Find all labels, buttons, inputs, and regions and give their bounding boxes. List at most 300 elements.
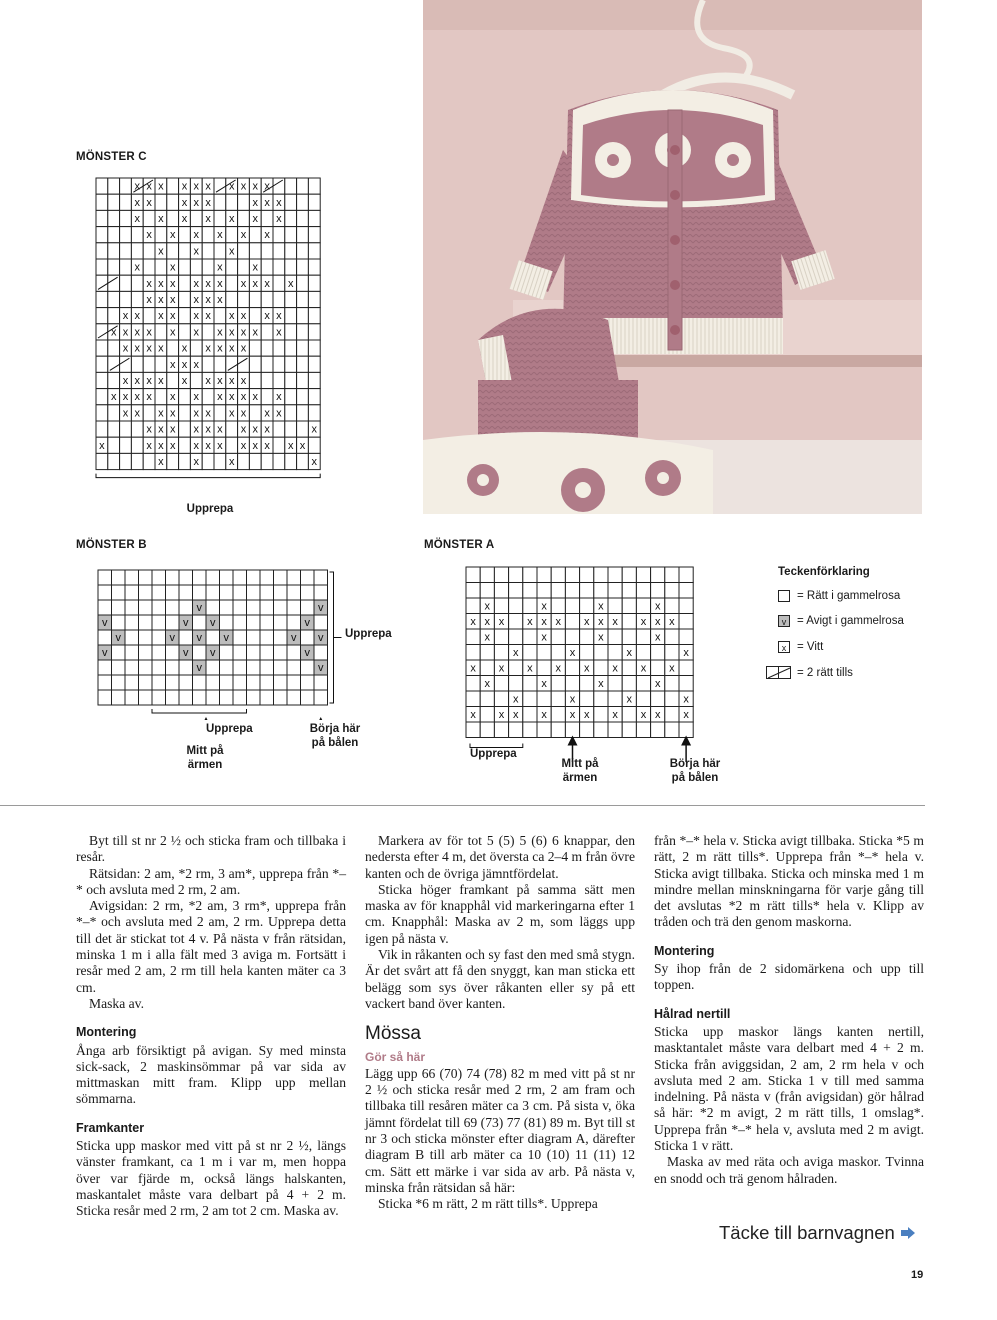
grid-cell xyxy=(112,675,126,690)
grid-cell xyxy=(120,243,132,259)
grid-cell xyxy=(167,194,179,210)
grid-cell xyxy=(155,389,167,405)
grid-cell xyxy=(167,453,179,469)
grid-cell xyxy=(636,567,650,583)
grid-cell xyxy=(665,676,679,692)
cell-symbol: x xyxy=(264,439,270,452)
grid-cell xyxy=(139,585,153,600)
grid-cell xyxy=(220,600,234,615)
grid-cell xyxy=(96,405,108,421)
cell-symbol: x xyxy=(134,375,141,387)
grid-cell xyxy=(261,210,273,226)
grid-cell xyxy=(139,645,153,660)
legend-empty-box-icon xyxy=(778,590,790,602)
cell-symbol: x xyxy=(252,213,259,225)
cell-symbol: x xyxy=(169,358,176,371)
cell-symbol: x xyxy=(181,375,188,387)
subheading: Montering xyxy=(654,943,715,958)
grid-cell xyxy=(494,676,508,692)
grid-cell xyxy=(120,453,132,469)
cell-symbol: x xyxy=(134,180,141,193)
paragraph: Sy ihop från de 2 sidomärkena och upp till toppen. xyxy=(654,961,924,993)
legend-item-ratt xyxy=(778,590,900,602)
grid-cell xyxy=(537,660,551,676)
cell-symbol: x xyxy=(541,677,547,690)
grid-cell xyxy=(155,324,167,340)
grid-cell xyxy=(665,567,679,583)
cell-symbol: x xyxy=(276,326,282,339)
paragraph: Sticka upp maskor längs kanten nertill, masktantalet måste vara delbart med 4 + 2 m. Sticka från aviggsidan, 2 am, 2 rm hela v och avsluta med 2 am. Sticka 1 v till med samma indelning. På nästa v (från avigsidan) gör hålrad så här: *2 m avigt, 2 m rätt tills, 1 omslag*. Upprepa från *–* hela v, avsluta med 2 m avigt. Sticka 1 v rätt. xyxy=(654,1023,924,1154)
text-column-3 xyxy=(654,833,924,1187)
cell-symbol: x xyxy=(228,213,235,225)
cell-symbol: x xyxy=(527,662,533,675)
cell-symbol: x xyxy=(276,213,282,225)
cell-symbol: x xyxy=(158,456,164,468)
cell-symbol: x xyxy=(205,196,211,209)
grid-cell xyxy=(143,259,155,275)
grid-cell xyxy=(466,629,480,645)
grid-cell xyxy=(214,356,226,372)
legend-title: Teckenförklaring xyxy=(778,566,870,578)
cell-symbol: x xyxy=(612,662,618,675)
grid-cell xyxy=(297,389,309,405)
grid-cell xyxy=(494,629,508,645)
grid-cell xyxy=(96,227,108,243)
grid-cell xyxy=(537,567,551,583)
monster-a-mitt-label: Mitt på ärmen xyxy=(561,758,599,784)
cell-symbol: x xyxy=(264,423,270,436)
grid-cell xyxy=(260,600,274,615)
grid-cell xyxy=(155,259,167,275)
grid-cell xyxy=(308,259,320,275)
cell-symbol: x xyxy=(683,693,689,706)
grid-cell xyxy=(125,585,139,600)
grid-cell xyxy=(608,645,622,661)
grid-cell xyxy=(179,259,191,275)
legend-item-avigt xyxy=(778,615,904,627)
grid-cell xyxy=(206,600,220,615)
cell-symbol: x xyxy=(228,180,235,193)
grid-cell xyxy=(155,356,167,372)
grid-cell xyxy=(285,178,297,194)
cell-symbol: x xyxy=(193,423,200,436)
grid-cell xyxy=(120,437,132,453)
cell-symbol: x xyxy=(276,391,282,404)
cell-symbol: v xyxy=(102,617,108,629)
cell-symbol: x xyxy=(228,407,235,420)
cell-symbol: x xyxy=(640,708,647,721)
cell-symbol: x xyxy=(205,180,211,193)
grid-cell xyxy=(580,567,594,583)
grid-cell xyxy=(167,178,179,194)
monster-b-chart xyxy=(90,565,360,720)
cell-symbol: x xyxy=(146,180,152,193)
grid-cell xyxy=(679,598,693,614)
grid-cell xyxy=(297,259,309,275)
grid-cell xyxy=(179,437,191,453)
grid-cell xyxy=(152,570,166,585)
grid-cell xyxy=(152,690,166,705)
grid-cell xyxy=(273,259,285,275)
grid-cell xyxy=(214,405,226,421)
grid-cell xyxy=(261,372,273,388)
grid-cell xyxy=(273,291,285,307)
cell-symbol: x xyxy=(158,245,164,258)
grid-cell xyxy=(308,356,320,372)
grid-cell xyxy=(190,340,202,356)
grid-cell xyxy=(260,675,274,690)
grid-cell xyxy=(120,291,132,307)
grid-cell xyxy=(108,437,120,453)
grid-cell xyxy=(120,275,132,291)
grid-cell xyxy=(466,722,480,738)
grid-cell xyxy=(285,308,297,324)
cell-symbol: x xyxy=(569,693,576,706)
grid-cell xyxy=(143,405,155,421)
grid-cell xyxy=(297,308,309,324)
grid-cell xyxy=(220,585,234,600)
cell-symbol: x xyxy=(512,646,519,659)
cell-symbol: x xyxy=(217,439,223,452)
grid-cell xyxy=(523,707,537,723)
monster-c-repeat-label: Upprepa xyxy=(186,503,234,515)
cell-symbol: x xyxy=(205,439,211,452)
grid-cell xyxy=(143,210,155,226)
grid-cell xyxy=(314,645,328,660)
grid-cell xyxy=(247,585,261,600)
cell-symbol: x xyxy=(228,245,235,258)
grid-cell xyxy=(594,583,608,599)
cell-symbol: x xyxy=(134,213,141,225)
grid-cell xyxy=(285,291,297,307)
cell-symbol: x xyxy=(169,310,176,323)
grid-cell xyxy=(108,421,120,437)
grid-cell xyxy=(202,324,214,340)
cell-symbol: x xyxy=(217,375,223,387)
grid-cell xyxy=(665,629,679,645)
grid-cell xyxy=(112,660,126,675)
cell-symbol: x xyxy=(158,407,164,420)
grid-cell xyxy=(193,570,207,585)
grid-cell xyxy=(112,615,126,630)
grid-cell xyxy=(179,227,191,243)
cell-symbol: x xyxy=(228,326,235,339)
cell-symbol: x xyxy=(598,631,604,644)
grid-cell xyxy=(247,645,261,660)
cell-symbol: x xyxy=(683,708,689,721)
cell-symbol: v xyxy=(196,632,202,644)
legend-item-text: = Vitt xyxy=(797,641,824,653)
grid-cell xyxy=(108,340,120,356)
cell-symbol: x xyxy=(498,615,505,628)
cell-symbol: x xyxy=(252,423,259,436)
cell-symbol: x xyxy=(569,646,576,659)
grid-cell xyxy=(297,324,309,340)
paragraph: Byt till st nr 2 ½ och sticka fram och tillbaka i resår. xyxy=(76,833,346,865)
cell-symbol: x xyxy=(146,375,152,387)
grid-cell xyxy=(179,405,191,421)
grid-cell xyxy=(233,585,247,600)
grid-cell xyxy=(179,675,193,690)
grid-cell xyxy=(551,567,565,583)
grid-cell xyxy=(120,194,132,210)
grid-cell xyxy=(166,585,180,600)
next-article-link[interactable] xyxy=(719,1222,915,1244)
cell-symbol: x xyxy=(134,391,141,404)
grid-cell xyxy=(179,243,191,259)
grid-cell xyxy=(509,629,523,645)
grid-cell xyxy=(152,630,166,645)
grid-cell xyxy=(238,194,250,210)
grid-cell xyxy=(285,324,297,340)
grid-cell xyxy=(297,405,309,421)
cell-symbol: x xyxy=(626,693,633,706)
cell-symbol: x xyxy=(122,310,129,323)
grid-cell xyxy=(206,690,220,705)
grid-cell xyxy=(98,585,112,600)
cell-symbol: x xyxy=(169,261,176,274)
grid-cell xyxy=(112,645,126,660)
grid-cell xyxy=(580,676,594,692)
grid-cell xyxy=(665,583,679,599)
monster-a-title: MÖNSTER A xyxy=(424,539,495,551)
grid-cell xyxy=(233,660,247,675)
cell-symbol: x xyxy=(287,439,294,452)
grid-cell xyxy=(274,570,288,585)
grid-cell xyxy=(314,690,328,705)
cell-symbol: x xyxy=(598,600,604,613)
cell-symbol: x xyxy=(654,600,661,613)
cell-symbol: x xyxy=(217,326,223,339)
grid-cell xyxy=(509,722,523,738)
grid-cell xyxy=(580,629,594,645)
paragraph: Vik in råkanten och sy fast den med små stygn. Är det svårt att få den snyggt, kan man sticka ett belägg som sys över råkanten eller sy på ett vackert band över kanten. xyxy=(365,947,635,1011)
grid-cell xyxy=(480,691,494,707)
cell-symbol: v xyxy=(318,662,324,674)
grid-cell xyxy=(523,629,537,645)
grid-cell xyxy=(179,308,191,324)
mitt-arrow-icon xyxy=(201,717,211,720)
cell-symbol: x xyxy=(193,180,200,193)
grid-cell xyxy=(249,372,261,388)
cell-symbol: x xyxy=(484,615,491,628)
grid-cell xyxy=(314,570,328,585)
page-number: 19 xyxy=(911,1269,924,1281)
grid-cell xyxy=(226,259,238,275)
grid-cell xyxy=(206,585,220,600)
grid-cell xyxy=(261,243,273,259)
cell-symbol: x xyxy=(683,646,689,659)
grid-cell xyxy=(594,567,608,583)
grid-cell xyxy=(108,453,120,469)
grid-cell xyxy=(480,707,494,723)
grid-cell xyxy=(608,567,622,583)
grid-cell xyxy=(285,453,297,469)
cell-symbol: x xyxy=(193,294,200,306)
grid-cell xyxy=(608,598,622,614)
grid-cell xyxy=(131,437,143,453)
grid-cell xyxy=(594,660,608,676)
grid-cell xyxy=(273,243,285,259)
grid-cell xyxy=(274,630,288,645)
grid-cell xyxy=(608,676,622,692)
cell-symbol: x xyxy=(158,180,164,193)
grid-cell xyxy=(509,614,523,630)
grid-cell xyxy=(226,437,238,453)
grid-cell xyxy=(226,194,238,210)
grid-cell xyxy=(565,660,579,676)
cell-symbol: x xyxy=(205,375,211,387)
cell-symbol: x xyxy=(205,294,211,306)
cell-symbol: x xyxy=(193,277,200,290)
grid-cell xyxy=(308,340,320,356)
grid-cell xyxy=(193,615,207,630)
cell-symbol: x xyxy=(240,342,247,355)
grid-cell xyxy=(285,194,297,210)
grid-cell xyxy=(308,308,320,324)
legend-item-tills xyxy=(766,666,853,680)
grid-cell xyxy=(247,660,261,675)
grid-cell xyxy=(608,722,622,738)
grid-cell xyxy=(155,194,167,210)
grid-cell xyxy=(679,676,693,692)
grid-cell xyxy=(636,598,650,614)
cell-symbol: v xyxy=(183,617,189,629)
cell-symbol: x xyxy=(122,391,129,404)
cell-symbol: x xyxy=(276,407,282,420)
grid-cell xyxy=(125,600,139,615)
cell-symbol: x xyxy=(205,277,211,290)
subheading: Hålrad nertill xyxy=(654,1006,731,1021)
grid-cell xyxy=(131,243,143,259)
grid-cell xyxy=(260,630,274,645)
cell-symbol: x xyxy=(311,423,318,436)
grid-cell xyxy=(608,583,622,599)
grid-cell xyxy=(125,645,139,660)
grid-cell xyxy=(297,275,309,291)
next-article-label: Täcke till barnvagnen xyxy=(719,1222,895,1243)
cell-symbol: x xyxy=(311,456,318,468)
grid-cell xyxy=(125,660,139,675)
cell-symbol: x xyxy=(169,391,176,404)
grid-cell xyxy=(509,660,523,676)
grid-cell xyxy=(273,340,285,356)
grid-cell xyxy=(651,645,665,661)
cell-symbol: x xyxy=(654,631,661,644)
paragraph: Ånga arb försiktigt på avigan. Sy med minsta sick-sack, 2 maskinsömmar på var sida av mittmaskan mitt fram. Klipp upp mellan sömmarna. xyxy=(76,1042,346,1107)
grid-cell xyxy=(167,340,179,356)
grid-cell xyxy=(297,372,309,388)
grid-cell xyxy=(308,372,320,388)
grid-cell xyxy=(679,567,693,583)
grid-cell xyxy=(537,691,551,707)
grid-cell xyxy=(679,629,693,645)
grid-cell xyxy=(247,615,261,630)
cell-symbol: x xyxy=(264,180,270,193)
grid-cell xyxy=(651,567,665,583)
grid-cell xyxy=(494,722,508,738)
grid-cell xyxy=(233,630,247,645)
paragraph: Markera av för tot 5 (5) 5 (6) 6 knappar, den nedersta efter 4 m, det översta ca 2–4 m från övre kanten och de övriga jämntfördelat. xyxy=(365,833,635,881)
subheading: Montering xyxy=(76,1025,137,1040)
grid-cell xyxy=(249,340,261,356)
cell-symbol: x xyxy=(640,615,647,628)
grid-cell xyxy=(297,421,309,437)
cell-symbol: x xyxy=(240,229,247,242)
grid-cell xyxy=(297,194,309,210)
grid-cell xyxy=(179,453,191,469)
cell-symbol: x xyxy=(146,439,152,452)
grid-cell xyxy=(580,691,594,707)
cell-symbol: x xyxy=(169,423,176,436)
grid-cell xyxy=(120,178,132,194)
cell-symbol: x xyxy=(181,358,188,371)
grid-cell xyxy=(308,405,320,421)
cell-symbol: x xyxy=(158,375,164,387)
cell-symbol: x xyxy=(484,600,491,613)
grid-cell xyxy=(297,178,309,194)
cell-symbol: x xyxy=(158,342,164,355)
paragraph: från *–* hela v. Sticka avigt tillbaka. Sticka *5 m rätt, 2 m rätt tills*. Upprepa från *–* hela v. Sticka avigt tillbaka. Sticka och minska med 1 m mindre mellan minskningarna för varje gång till det avslutas *2 m rätt tills* hela v. Klipp av tråden och trä den genom maskorna. xyxy=(654,833,924,930)
grid-cell xyxy=(220,690,234,705)
cell-symbol: x xyxy=(158,439,164,452)
cell-symbol: x xyxy=(240,180,247,193)
grid-cell xyxy=(131,421,143,437)
cell-symbol: x xyxy=(470,708,476,721)
cell-symbol: x xyxy=(158,310,164,323)
grid-cell xyxy=(155,227,167,243)
cell-symbol: x xyxy=(252,180,259,193)
grid-cell xyxy=(285,405,297,421)
cell-symbol: x xyxy=(264,310,270,323)
grid-cell xyxy=(96,372,108,388)
grid-cell xyxy=(480,660,494,676)
grid-cell xyxy=(466,676,480,692)
grid-cell xyxy=(260,645,274,660)
grid-cell xyxy=(260,615,274,630)
grid-cell xyxy=(220,645,234,660)
cell-symbol: x xyxy=(193,358,200,371)
cell-symbol: x xyxy=(181,213,188,225)
grid-cell xyxy=(523,598,537,614)
cell-symbol: x xyxy=(110,391,117,404)
grid-cell xyxy=(551,691,565,707)
cell-symbol: x xyxy=(252,261,259,274)
monster-b-repeat-side-label: Upprepa xyxy=(345,628,392,640)
grid-cell xyxy=(636,629,650,645)
grid-cell xyxy=(580,645,594,661)
monster-c-title: MÖNSTER C xyxy=(76,151,147,163)
cell-symbol: x xyxy=(169,439,176,452)
grid-cell xyxy=(249,308,261,324)
grid-cell xyxy=(214,308,226,324)
grid-cell xyxy=(594,707,608,723)
grid-cell xyxy=(108,372,120,388)
cell-symbol: x xyxy=(626,646,633,659)
arrow-right-icon xyxy=(901,1227,915,1239)
cell-symbol: x xyxy=(193,310,200,323)
paragraph: Sticka upp maskor med vitt på st nr 2 ½, längs vänster framkant, ca 1 m i var m, men hoppa över var fjärde m, också längs halskanten, maskantalet måste vara delbart på 4 + 2 m. Sticka resår med 2 rm, 2 am tot 2 cm. Maska av. xyxy=(76,1138,346,1219)
grid-cell xyxy=(636,645,650,661)
grid-cell xyxy=(193,645,207,660)
grid-cell xyxy=(143,308,155,324)
cell-symbol: x xyxy=(205,213,211,225)
grid-cell xyxy=(238,259,250,275)
grid-cell xyxy=(179,630,193,645)
grid-cell xyxy=(260,660,274,675)
grid-cell xyxy=(233,570,247,585)
grid-cell xyxy=(301,630,315,645)
